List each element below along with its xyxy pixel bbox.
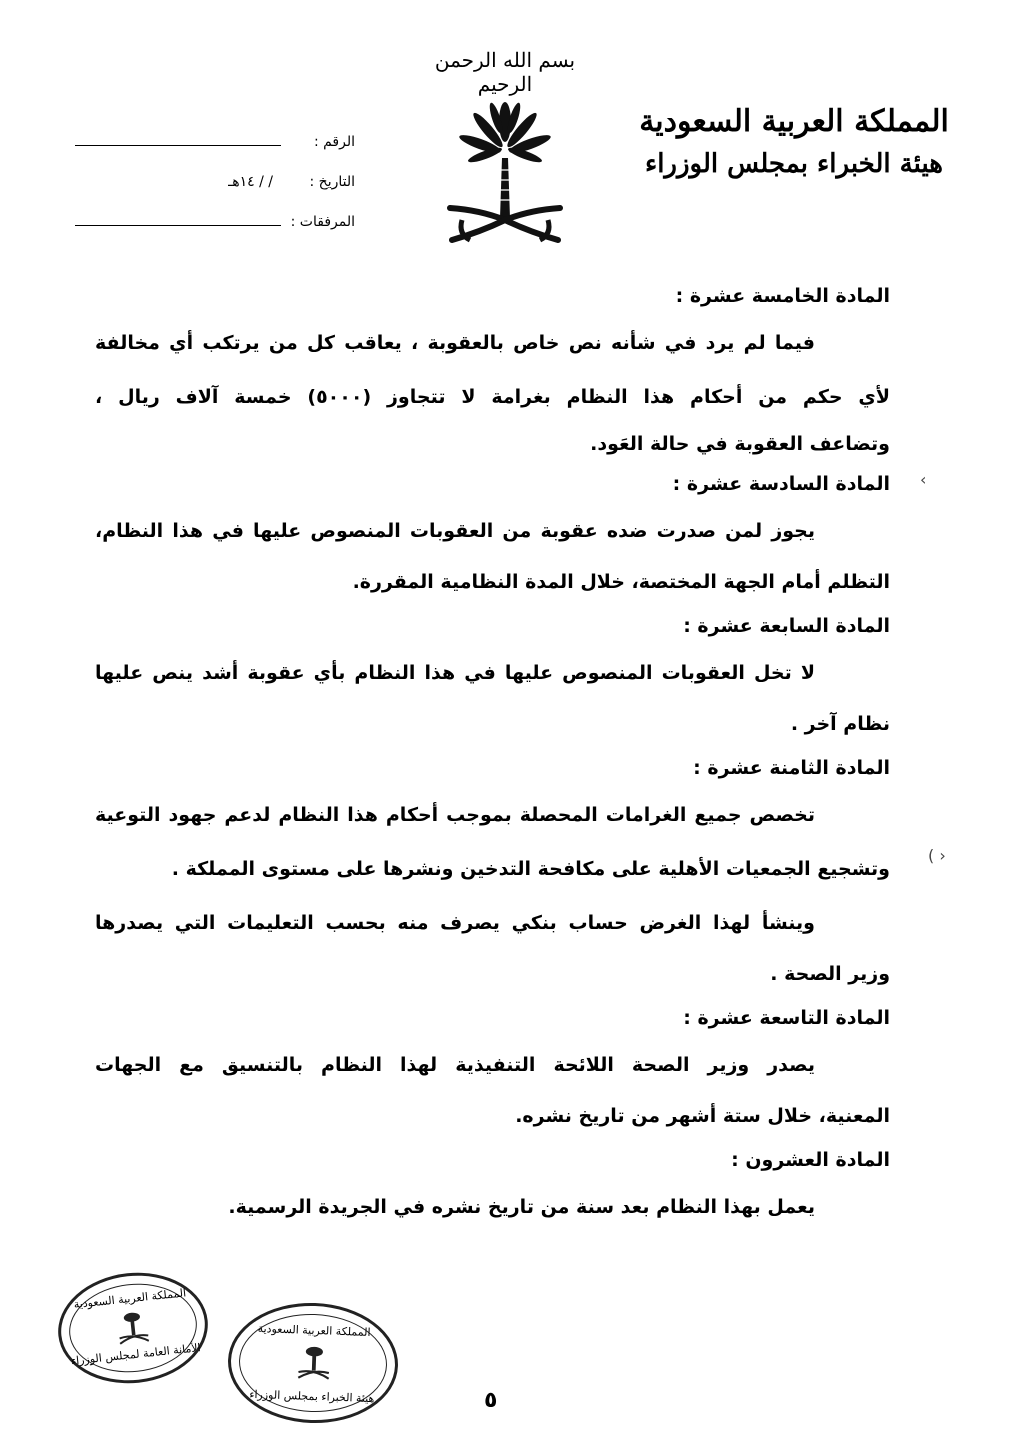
date-field — [75, 150, 355, 190]
number-field — [75, 110, 355, 150]
article-19-line-1: يصدر وزير الصحة اللائحة التنفيذية لهذا النظام بالتنسيق مع الجهات — [95, 1054, 815, 1076]
document-body — [95, 276, 890, 1234]
experts-authority-stamp — [226, 1300, 400, 1426]
article-19-line-2: المعنية، خلال ستة أشهر من تاريخ نشره. — [515, 1105, 890, 1127]
number-label: الرقم : — [313, 134, 355, 150]
article-20-title: المادة العشرون : — [731, 1149, 890, 1171]
article-18-line-3: وينشأ لهذا الغرض حساب بنكي يصرف منه بحسب التعليمات التي يصدرها — [95, 912, 815, 934]
scan-mark: ( › — [928, 846, 946, 865]
article-15-line-1: فيما لم يرد في شأنه نص خاص بالعقوبة ، يعاقب كل من يرتكب أي مخالفة — [95, 332, 815, 354]
article-15-line-2: لأي حكم من أحكام هذا النظام بغرامة لا تتجاوز (٥٠٠٠) خمسة آلاف ريال ، — [95, 386, 890, 408]
saudi-emblem-palm-swords-icon — [440, 100, 570, 250]
article-15-title: المادة الخامسة عشرة : — [675, 285, 890, 307]
article-16-line-1: يجوز لمن صدرت ضده عقوبة من العقوبات المنصوص عليها في هذا النظام، — [95, 520, 815, 542]
stamp-top-text: المملكة العربية السعودية — [257, 1322, 371, 1339]
page-number: ٥ — [484, 1388, 498, 1413]
attachments-line — [75, 211, 281, 226]
general-secretariat-stamp — [53, 1265, 214, 1390]
letterhead-country: المملكة العربية السعودية — [639, 104, 949, 139]
basmala: بسم الله الرحمن الرحيم — [434, 48, 576, 96]
article-16-title: المادة السادسة عشرة : — [672, 473, 890, 495]
number-line — [75, 131, 281, 146]
saudi-emblem-icon — [294, 1343, 333, 1382]
letterhead-authority: هيئة الخبراء بمجلس الوزراء — [644, 149, 943, 179]
date-label: التاريخ : — [309, 174, 355, 190]
saudi-emblem-icon — [113, 1308, 153, 1348]
article-17-title: المادة السابعة عشرة : — [683, 615, 890, 637]
article-19-title: المادة التاسعة عشرة : — [683, 1007, 890, 1029]
article-15-line-3: وتضاعف العقوبة في حالة العَود. — [590, 433, 890, 455]
attachments-label: المرفقات : — [290, 214, 355, 230]
article-18-line-2: وتشجيع الجمعيات الأهلية على مكافحة التدخين ونشرها على مستوى المملكة . — [171, 858, 890, 880]
article-20-line-1: يعمل بهذا النظام بعد سنة من تاريخ نشره في الجريدة الرسمية. — [228, 1196, 815, 1218]
scan-mark: ‹ — [920, 470, 927, 489]
article-17-line-2: نظام آخر . — [790, 713, 890, 735]
stamp-bottom-text: هيئة الخبراء بمجلس الوزراء — [249, 1387, 375, 1406]
article-17-line-1: لا تخل العقوبات المنصوص عليها في هذا النظام بأي عقوبة أشد ينص عليها — [95, 662, 815, 684]
reference-fields — [75, 110, 355, 230]
article-16-line-2: التظلم أمام الجهة المختصة، خلال المدة النظامية المقررة. — [352, 571, 890, 593]
article-18-title: المادة الثامنة عشرة : — [693, 757, 890, 779]
stamp-top-text: المملكة العربية السعودية — [73, 1286, 187, 1312]
stamp-bottom-text: الأمانة العامة لمجلس الوزراء — [70, 1341, 202, 1368]
attachments-field — [75, 190, 355, 230]
date-value: / / ١٤هـ — [228, 174, 273, 190]
letterhead — [624, 100, 964, 184]
article-18-line-4: وزير الصحة . — [770, 963, 890, 985]
article-18-line-1: تخصص جميع الغرامات المحصلة بموجب أحكام هذا النظام لدعم جهود التوعية — [95, 804, 815, 826]
